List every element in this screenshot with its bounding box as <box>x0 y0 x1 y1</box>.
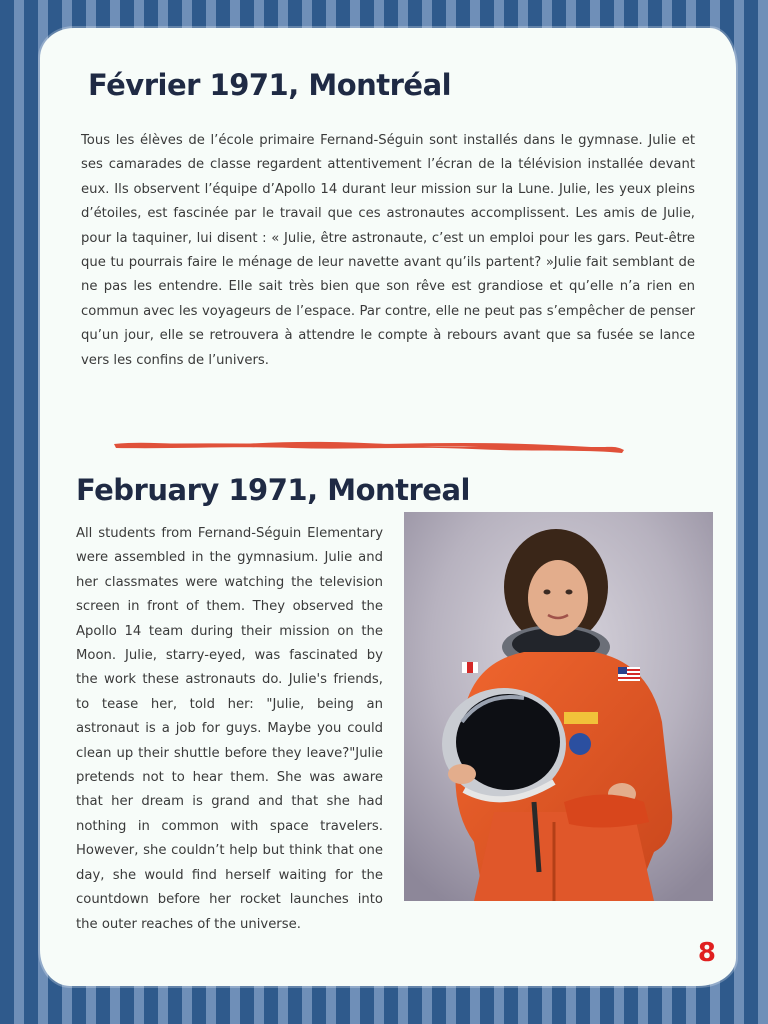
astronaut-portrait-icon <box>404 512 713 901</box>
english-section-body: All students from Fernand-Séguin Elementary were assembled in the gymnasium. Julie and her classmates were watching the television screen in front of them. They observed the Apollo 14 team during their mission on the Moon. Julie, starry-eyed, was fascinated by the work these astronauts do. Julie's friends, to tease her, told her: "Julie, being an astronaut is a job for guys. Maybe you could clean up their shuttle before they leave?"Julie pretends not to hear them. She was aware that her dream is grand and that she had nothing in common with space travelers. However, she couldn’t help but think that one day, she would find herself waiting for the countdown before her rocket launches into the outer reaches of the universe. <box>76 526 383 932</box>
red-brush-stroke-divider <box>112 434 626 458</box>
french-section-title: Février 1971, Montréal <box>88 68 452 102</box>
page-card <box>40 28 736 986</box>
page-number: 8 <box>697 938 716 968</box>
french-section-body: Tous les élèves de l’école primaire Fernand-Séguin sont installés dans le gymnase. Julie et ses camarades de classe regardent attentivement l’écran de la télévision installée devant eux. Ils observent l’équipe d’Apollo 14 durant leur mission sur la Lune. Julie, les yeux pleins d’étoiles, est fascinée par le travail que ces astronautes accomplissent. Les amis de Julie, pour la taquiner, lui disent : « Julie, être astronaute, c’est un emploi pour les gars. Peut-être que tu pourrais faire le ménage de leur navette avant qu’ils partent? »Julie fait semblant de ne pas les entendre. Elle sait très bien que son rêve est grandiose et qu’elle n’a rien en commun avec les voyageurs de l’espace. Par contre, elle ne peut pas s’empêcher de penser qu’un jour, elle se retrouvera à attendre le compte à rebours avant que sa fusée se lance vers les confins de l’univers. <box>81 133 695 368</box>
english-section-title: February 1971, Montreal <box>76 473 470 507</box>
